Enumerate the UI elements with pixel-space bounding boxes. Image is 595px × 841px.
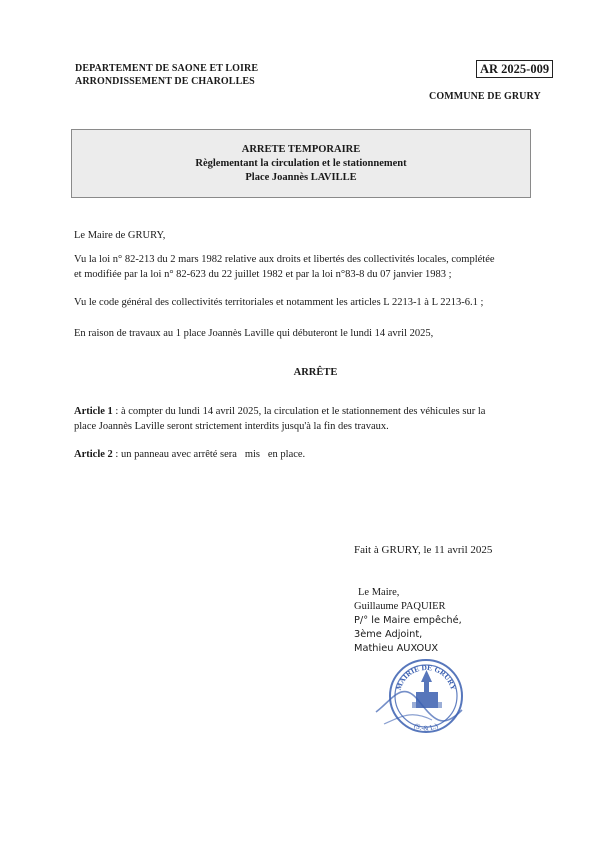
arrondissement-heading: ARRONDISSEMENT DE CHAROLLES [75, 76, 255, 87]
commune-heading: COMMUNE DE GRURY [429, 91, 541, 102]
department-heading: DEPARTEMENT DE SAONE ET LOIRE [75, 63, 259, 74]
reference-number: AR 2025-009 [476, 60, 553, 78]
stamp-bottom-text: (S.-& L.) [412, 721, 440, 733]
place-and-date: Fait à GRURY, le 11 avril 2025 [354, 544, 493, 556]
article-1 [74, 404, 557, 434]
signatory-role: Le Maire, [358, 587, 400, 598]
article-2-label: Article 2 [74, 449, 113, 460]
article-1-text-line2: place Joannès Laville seront strictement interdits jusqu'à la fin des travaux. [74, 421, 389, 432]
legal-basis-1-line1: Vu la loi n° 82-213 du 2 mars 1982 relative aux droits et libertés des collectivités locales, complétée [74, 254, 495, 265]
decree-subtitle: Règlementant la circulation et le stationnement [195, 158, 407, 169]
church-emblem-icon [412, 670, 442, 708]
stamp-top-text: MAIRIE DE GRURY [393, 662, 459, 692]
article-1-text-line1: : à compter du lundi 14 avril 2025, la circulation et le stationnement des véhicules sur la [112, 406, 486, 417]
salutation: Le Maire de GRURY, [74, 230, 166, 241]
adjoint-line: 3ème Adjoint, [354, 629, 423, 640]
decree-location: Place Joannès LAVILLE [245, 172, 357, 183]
adjoint-name: Mathieu AUXOUX [354, 643, 439, 654]
decree-title: ARRETE TEMPORAIRE [241, 144, 361, 155]
legal-basis-1-line2: et modifiée par la loi n° 82-623 du 22 juillet 1982 et par la loi n°83-8 du 07 janvier 1983 ; [74, 269, 452, 280]
article-2-text: : un panneau avec arrêté sera mis en place. [112, 449, 306, 460]
on-behalf-line: P/° le Maire empêché, [354, 615, 462, 626]
mairie-stamp [372, 650, 478, 742]
arrete-heading: ARRÊTE [293, 367, 338, 378]
mayor-name: Guillaume PAQUIER [354, 601, 446, 612]
legal-basis-2: Vu le code général des collectivités territoriales et notamment les articles L 2213-1 à L 2213-6.1 ; [74, 297, 484, 308]
legal-basis-1 [74, 252, 557, 282]
decree-title-box [71, 129, 531, 198]
reason-paragraph: En raison de travaux au 1 place Joannès Laville qui débuteront le lundi 14 avril 2025, [74, 328, 434, 339]
article-2 [74, 447, 557, 462]
article-1-label: Article 1 [74, 406, 113, 417]
